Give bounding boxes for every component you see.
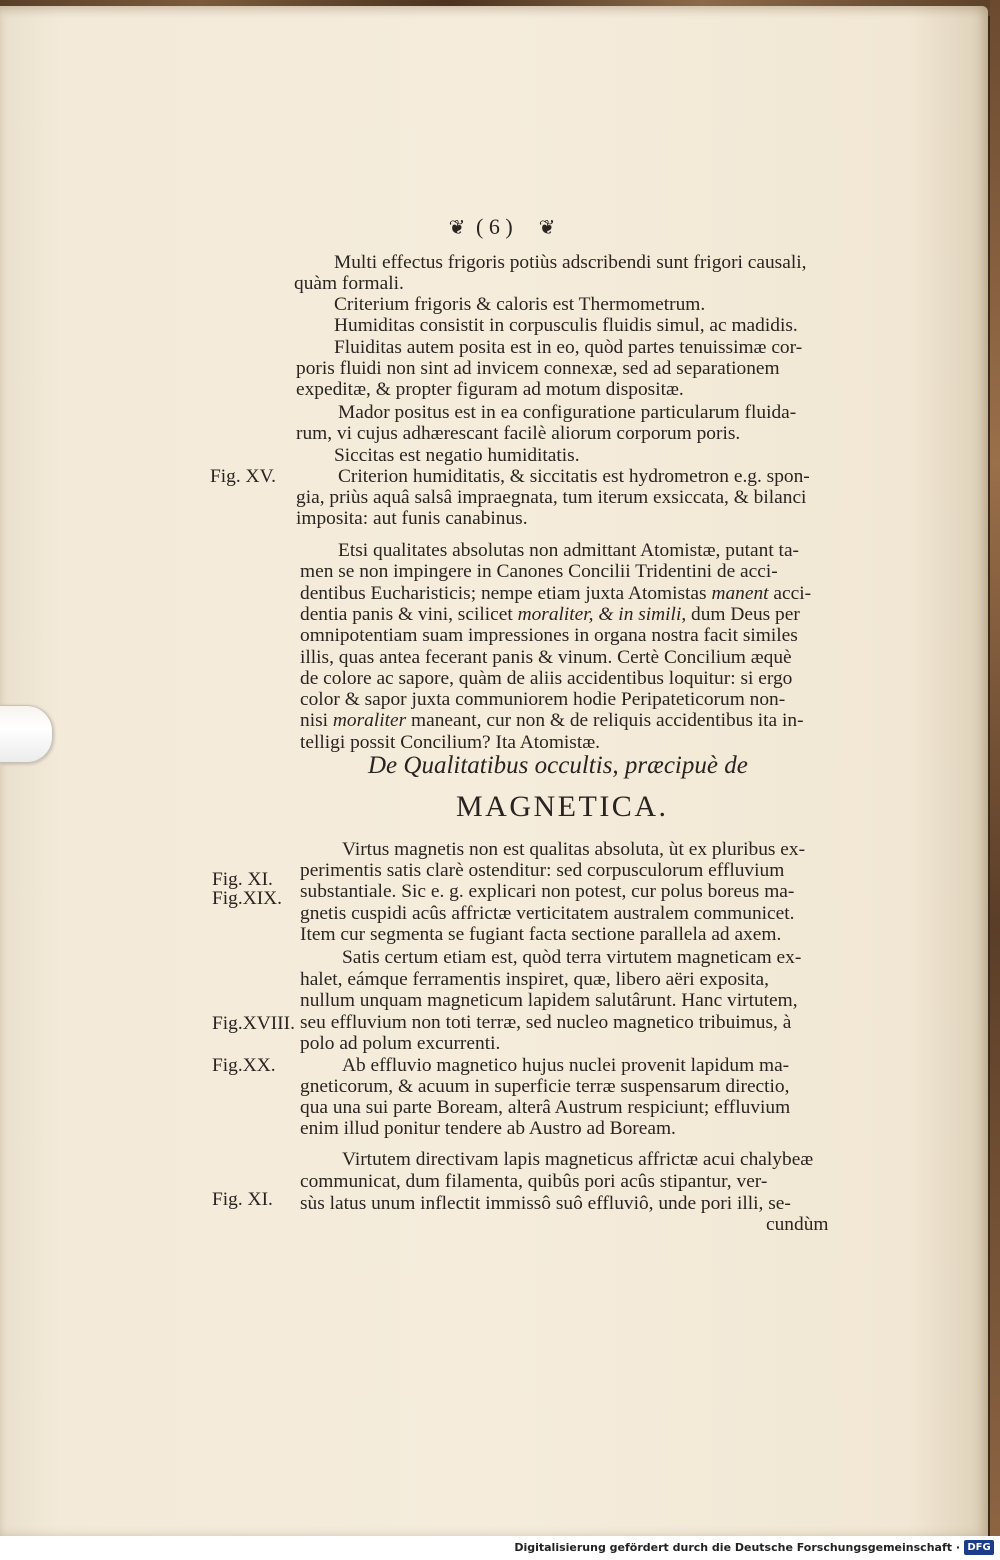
- italic-phrase: moraliter, & in simili: [517, 604, 682, 625]
- text-line: gneticorum, & acuum in superficie terræ suspensarum directio,: [300, 1076, 790, 1097]
- text-line: [300, 711, 804, 730]
- section-title-italic: De Qualitatibus occultis, præcipuè de: [368, 752, 748, 779]
- book-cover-right: [990, 0, 1000, 1540]
- text-line: polo ad polum excurrenti.: [300, 1033, 501, 1054]
- text-line: quàm formali.: [294, 273, 404, 294]
- italic-word: moraliter: [332, 710, 407, 731]
- text-line: men se non impingere in Canones Concilii Tridentini de acci-: [300, 561, 778, 582]
- text-line: gnetis cuspidi acûs affrictæ verticitatem australem communicet.: [300, 903, 795, 924]
- text-line: perimentis satis clarè ostenditur: sed corpusculorum effluvium: [300, 860, 785, 881]
- margin-figure-ref: Fig. XV.: [210, 466, 276, 487]
- text-line: de colore ac sapore, quàm de aliis accidentibus loquitur: si ergo: [300, 668, 793, 689]
- header-ornament-right-icon: ❦: [538, 215, 556, 239]
- margin-figure-ref: Fig.XIX.: [212, 888, 283, 909]
- text-line: Criterium frigoris & caloris est Thermometrum.: [334, 294, 706, 315]
- text-line: Item cur segmenta se fugiant facta sectione parallela ad axem.: [300, 924, 782, 945]
- margin-figure-ref: Fig.XVIII.: [212, 1013, 295, 1034]
- header-ornament-left-icon: ❦: [448, 215, 466, 239]
- text-line: communicat, dum filamenta, quibûs pori acûs stipantur, ver-: [300, 1171, 768, 1192]
- margin-figure-ref: Fig. XI.: [212, 869, 273, 890]
- text-line: Ab effluvio magnetico hujus nuclei provenit lapidum ma-: [342, 1055, 790, 1076]
- text-line: sùs latus unum inflectit immissô suô effluviô, unde pori illi, se-: [300, 1193, 791, 1214]
- text-line: Satis certum etiam est, quòd terra virtutem magneticam ex-: [342, 947, 802, 968]
- text-segment: maneant, cur non & de reliquis accidentibus ita in-: [406, 710, 804, 731]
- text-segment: , dum Deus per: [681, 604, 800, 625]
- text-line: qua una sui parte Boream, alterâ Austrum respiciunt; effluvium: [300, 1097, 791, 1118]
- text-line: imposita: aut funis canabinus.: [296, 508, 528, 529]
- text-line: Fluiditas autem posita est in eo, quòd partes tenuissimæ cor-: [334, 337, 803, 358]
- section-title-caps: MAGNETICA.: [456, 790, 669, 823]
- text-line: Etsi qualitates absolutas non admittant Atomistæ, putant ta-: [338, 540, 800, 561]
- text-line: seu effluvium non toti terræ, sed nucleo magnetico tribuimus, à: [300, 1012, 792, 1033]
- text-line: [300, 584, 811, 603]
- text-line: rum, vi cujus adhærescant facilè aliorum corporum poris.: [296, 423, 741, 444]
- italic-word: manent: [711, 583, 769, 604]
- page-clip: [0, 705, 53, 763]
- dfg-logo-icon: DFG: [964, 1540, 994, 1555]
- margin-figure-ref: Fig.XX.: [212, 1055, 276, 1076]
- text-line: enim illud ponitur tendere ab Austro ad Boream.: [300, 1118, 676, 1139]
- text-line: gia, priùs aquâ salsâ impraegnata, tum iterum exsiccata, & bilanci: [296, 487, 807, 508]
- text-line: poris fluidi non sint ad invicem connexæ, sed ad separationem: [296, 358, 780, 379]
- text-line: Virtutem directivam lapis magneticus affrictæ acui chalybeæ: [342, 1149, 814, 1170]
- text-line: color & sapor juxta communiorem hodie Peripateticorum non-: [300, 689, 786, 710]
- text-line: illis, quas antea fecerant panis & vinum. Certè Concilium æquè: [300, 647, 792, 668]
- text-line: Humiditas consistit in corpusculis fluidis simul, ac madidis.: [334, 315, 798, 336]
- text-segment: dentibus Eucharisticis; nempe etiam juxta Atomistas: [300, 583, 707, 604]
- text-line: Criterion humiditatis, & siccitatis est hydrometron e.g. spon-: [338, 466, 810, 487]
- text-line: Siccitas est negatio humiditatis.: [334, 445, 580, 466]
- text-line: [300, 605, 800, 624]
- text-segment: acci-: [768, 583, 812, 604]
- text-line: Mador positus est in ea configuratione particularum fluida-: [338, 402, 797, 423]
- text-line: expeditæ, & propter figuram ad motum dispositæ.: [296, 379, 684, 400]
- catchword: cundùm: [766, 1214, 829, 1235]
- text-segment: nisi: [300, 710, 329, 731]
- page-number: ( 6 ): [476, 214, 513, 239]
- text-line: Virtus magnetis non est qualitas absoluta, ùt ex pluribus ex-: [342, 839, 806, 860]
- footer-credit: Digitalisierung gefördert durch die Deutsche Forschungsgemeinschaft ·: [514, 1541, 960, 1554]
- margin-figure-ref: Fig. XI.: [212, 1189, 273, 1210]
- text-line: telligi possit Concilium? Ita Atomistæ.: [300, 732, 601, 753]
- text-line: nullum unquam magneticum lapidem salutârunt. Hanc virtutem,: [300, 990, 798, 1011]
- text-segment: dentia panis & vini, scilicet: [300, 604, 513, 625]
- text-line: halet, eámque ferramentis inspiret, quæ, libero aëri exposita,: [300, 969, 769, 990]
- text-line: omnipotentiam suam impressiones in organa nostra facit similes: [300, 625, 798, 646]
- text-line: substantiale. Sic e. g. explicari non potest, cur polus boreus ma-: [300, 881, 795, 902]
- text-line: Multi effectus frigoris potiùs adscribendi sunt frigori causali,: [334, 252, 807, 273]
